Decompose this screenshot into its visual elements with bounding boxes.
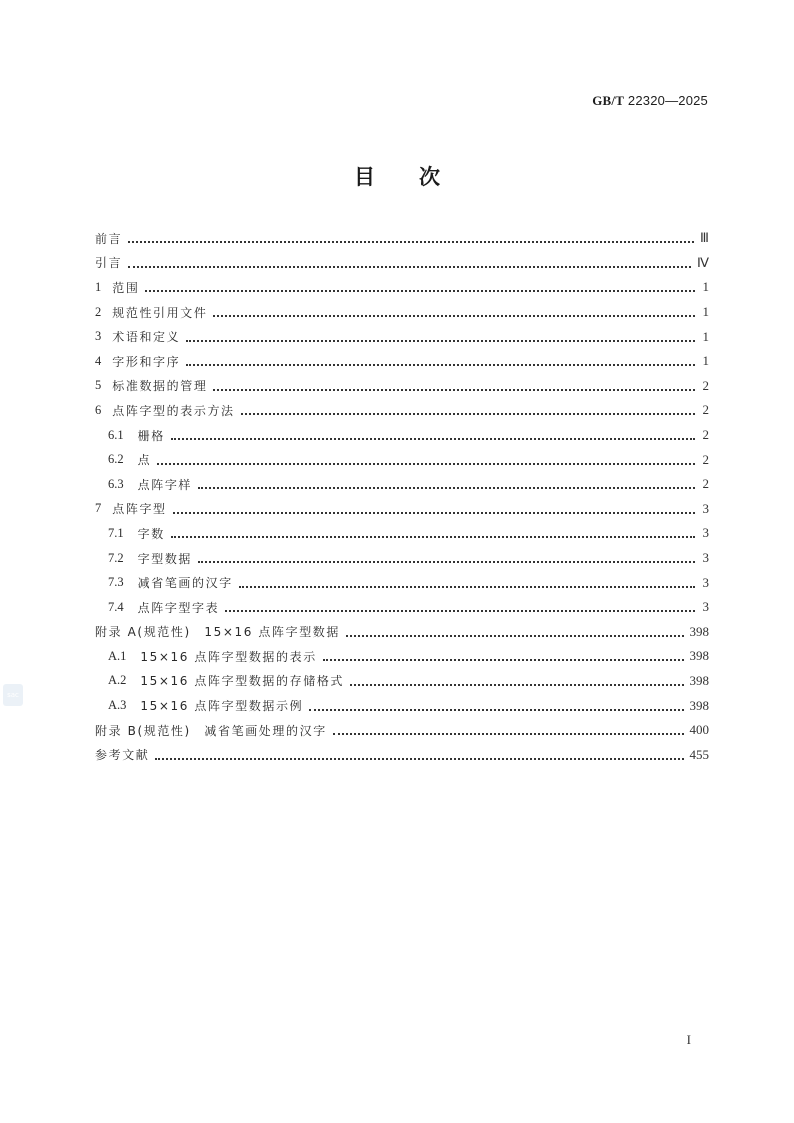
toc-entry-page: 398: [689, 697, 709, 713]
toc-entry-page: 398: [689, 623, 709, 639]
dot-leader: [155, 748, 683, 760]
toc-entry[interactable]: [95, 742, 709, 767]
toc-entry-page: 3: [702, 574, 709, 590]
dot-leader: [309, 699, 683, 711]
toc-entry[interactable]: [95, 472, 709, 497]
toc-entry[interactable]: [95, 398, 709, 423]
toc-entry[interactable]: [95, 570, 709, 595]
toc-entry-number: 6.1: [108, 427, 124, 442]
toc-entry-page: 3: [702, 599, 709, 615]
toc-entry-page: 3: [702, 525, 709, 541]
standard-number: 22320—2025: [627, 93, 708, 108]
toc-entry-page: 2: [702, 476, 709, 492]
table-of-contents: [95, 226, 709, 767]
toc-entry-number: 1: [95, 279, 102, 294]
dot-leader: [213, 305, 695, 317]
dot-leader: [346, 625, 684, 637]
toc-entry-label: 范围: [112, 280, 140, 295]
toc-entry-page: 455: [689, 746, 709, 762]
dot-leader: [145, 280, 695, 292]
toc-entry-label: 点阵字型: [112, 502, 167, 517]
dot-leader: [239, 576, 695, 588]
dot-leader: [198, 551, 695, 563]
toc-entry-number: 6: [95, 402, 102, 417]
watermark-logo: sac: [3, 684, 23, 706]
dot-leader: [333, 723, 684, 735]
toc-entry-number: A.1: [108, 648, 127, 663]
toc-entry-page: 2: [702, 402, 709, 418]
toc-entry[interactable]: [95, 693, 709, 718]
toc-entry-page: 2: [702, 377, 709, 393]
toc-entry[interactable]: [95, 226, 709, 251]
toc-entry-page: 1: [702, 328, 709, 344]
toc-entry[interactable]: [95, 300, 709, 325]
dot-leader: [128, 231, 694, 243]
toc-entry-page: Ⅳ: [697, 254, 709, 270]
toc-entry[interactable]: [95, 447, 709, 472]
toc-entry-page: 398: [689, 648, 709, 664]
toc-entry-number: A.2: [108, 673, 127, 688]
toc-entry-number: 7.2: [108, 550, 124, 565]
title-char-2: 次: [419, 165, 440, 189]
toc-entry-label: 字型数据: [137, 551, 193, 566]
toc-entry-page: Ⅲ: [700, 230, 709, 246]
toc-entry[interactable]: [95, 644, 709, 669]
toc-entry-page: 3: [702, 550, 709, 566]
toc-entry-number: 5: [95, 378, 102, 393]
toc-entry-number: 2: [95, 304, 102, 319]
toc-entry-page: 1: [702, 279, 709, 295]
toc-entry[interactable]: [95, 669, 709, 694]
toc-entry[interactable]: [95, 374, 709, 399]
toc-entry-label: 标准数据的管理: [112, 379, 208, 394]
toc-entry-label: 术语和定义: [112, 330, 181, 345]
toc-entry[interactable]: [95, 620, 709, 645]
toc-entry[interactable]: [95, 546, 709, 571]
toc-entry-label: 前言: [95, 231, 123, 246]
toc-entry-number: 7.1: [108, 525, 124, 540]
toc-entry[interactable]: [95, 349, 709, 374]
toc-entry-label: 附录 A(规范性) 15×16 点阵字型数据: [95, 625, 340, 640]
toc-entry-label: 点阵字样: [137, 477, 193, 492]
dot-leader: [157, 453, 695, 465]
toc-entry[interactable]: [95, 521, 709, 546]
dot-leader: [350, 674, 683, 686]
toc-entry-label: 栅格: [137, 428, 165, 443]
toc-entry-label: 15×16 点阵字型数据的存储格式: [140, 674, 345, 689]
toc-entry-number: 3: [95, 329, 102, 344]
toc-entry[interactable]: [95, 423, 709, 448]
toc-entry-page: 2: [702, 451, 709, 467]
toc-entry-label: 点阵字型字表: [137, 600, 220, 615]
toc-entry-number: 7.3: [108, 575, 124, 590]
toc-entry-number: 7.4: [108, 599, 124, 614]
dot-leader: [323, 649, 684, 661]
toc-entry-page: 1: [702, 353, 709, 369]
page-title: [0, 161, 794, 191]
dot-leader: [171, 428, 695, 440]
toc-entry-page: 398: [689, 672, 709, 688]
toc-entry-label: 引言: [95, 256, 123, 271]
toc-entry-label: 15×16 点阵字型数据的表示: [140, 649, 317, 664]
dot-leader: [171, 526, 695, 538]
dot-leader: [173, 502, 695, 514]
dot-leader: [213, 379, 695, 391]
standard-code: [592, 93, 708, 109]
toc-entry[interactable]: [95, 275, 709, 300]
toc-entry-label: 减省笔画的汉字: [137, 576, 233, 591]
toc-entry-number: 4: [95, 353, 102, 368]
title-char-1: 目: [354, 165, 375, 189]
toc-entry-label: 参考文献: [95, 748, 150, 763]
dot-leader: [128, 256, 691, 268]
toc-entry[interactable]: [95, 324, 709, 349]
footer-page-number: I: [686, 1032, 691, 1047]
toc-entry-label: 附录 B(规范性) 减省笔画处理的汉字: [95, 723, 327, 738]
toc-entry-label: 15×16 点阵字型数据示例: [140, 699, 304, 714]
toc-entry-number: A.3: [108, 698, 127, 713]
toc-entry-page: 2: [702, 427, 709, 443]
dot-leader: [186, 330, 695, 342]
dot-leader: [186, 354, 695, 366]
toc-entry-page: 400: [689, 722, 709, 738]
toc-entry-number: 6.2: [108, 452, 124, 467]
toc-entry-label: 规范性引用文件: [112, 305, 208, 320]
toc-entry[interactable]: [95, 497, 709, 522]
toc-entry-page: 3: [702, 500, 709, 516]
toc-entry-number: 6.3: [108, 476, 124, 491]
toc-entry-page: 1: [702, 304, 709, 320]
dot-leader: [241, 403, 695, 415]
toc-entry[interactable]: [95, 251, 709, 276]
toc-entry-label: 字数: [137, 526, 165, 541]
standard-prefix: GB/T: [592, 93, 625, 108]
toc-entry-label: 点: [137, 453, 152, 468]
toc-entry[interactable]: [95, 595, 709, 620]
dot-leader: [225, 600, 695, 612]
toc-entry-label: 点阵字型的表示方法: [112, 403, 235, 418]
toc-entry-number: 7: [95, 501, 102, 516]
dot-leader: [198, 477, 695, 489]
toc-entry-label: 字形和字序: [112, 354, 181, 369]
toc-entry[interactable]: [95, 718, 709, 743]
